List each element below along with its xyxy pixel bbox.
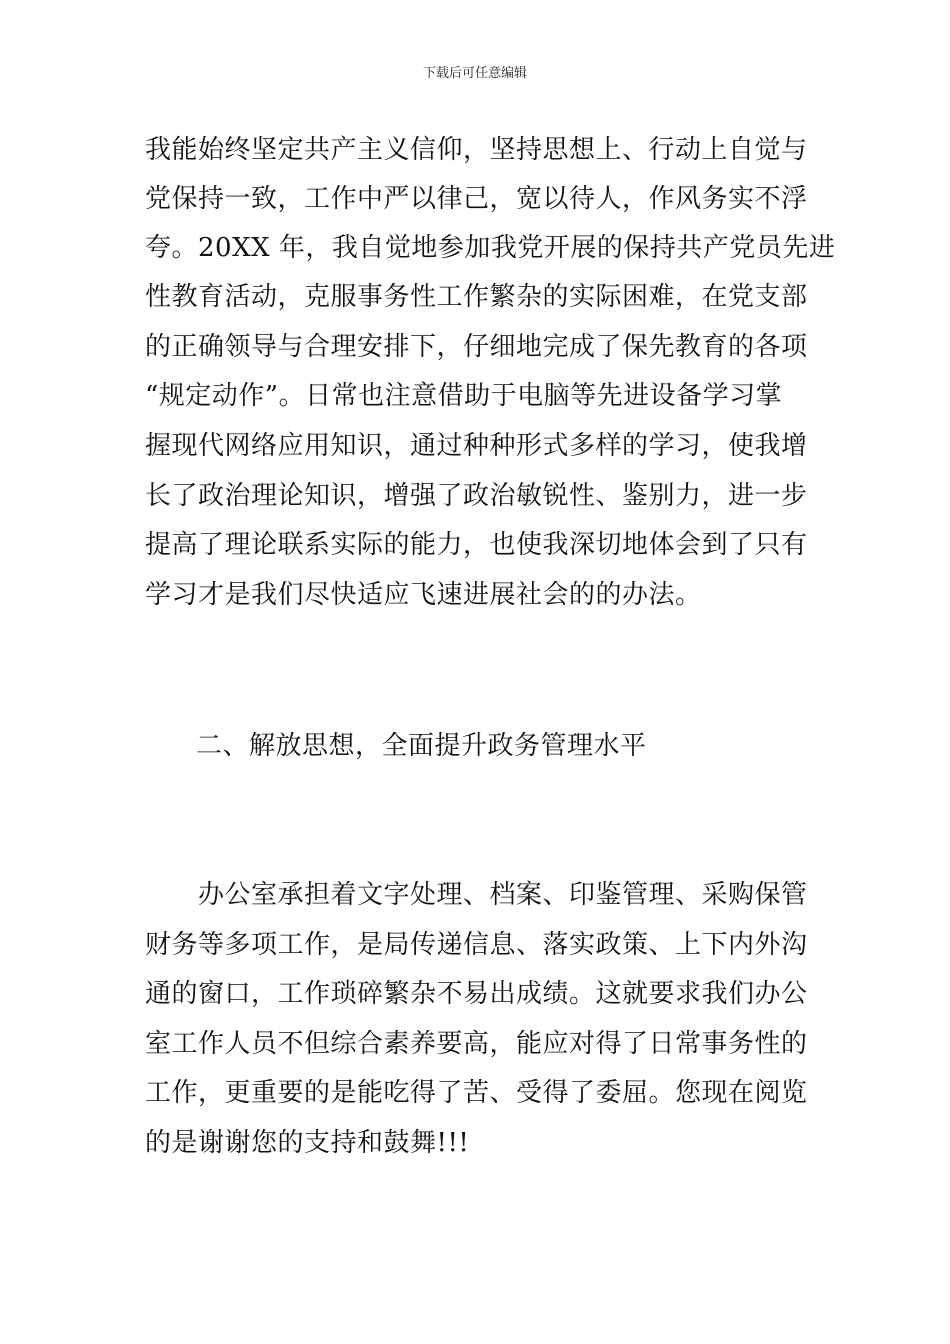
paragraph-line: 工作，更重要的是能吃得了苦、受得了委屈。您现在阅览 [145, 1078, 808, 1108]
paragraph-line: 党保持一致，工作中严以律己，宽以待人，作风务实不浮 [145, 184, 808, 214]
paragraph-line: “规定动作”。日常也注意借助于电脑等先进设备学习掌 [145, 381, 783, 411]
paragraph-line: 我能始终坚定共产主义信仰，坚持思想上、行动上自觉与 [145, 135, 808, 165]
paragraph-line: 办公室承担着文字处理、档案、印鉴管理、采购保管 [145, 880, 808, 910]
paragraph-line: 性教育活动，克服事务性工作繁杂的实际困难，在党支部 [145, 282, 808, 312]
page-header: 下载后可任意编辑 [422, 66, 527, 81]
paragraph-line: 的是谢谢您的支持和鼓舞!!! [145, 1128, 470, 1158]
paragraph-line: 夸。20XX 年，我自觉地参加我党开展的保持共产党员先进 [145, 233, 836, 263]
paragraph-line: 财务等多项工作，是局传递信息、落实政策、上下内外沟 [145, 930, 808, 960]
paragraph-line: 通的窗口，工作琐碎繁杂不易出成绩。这就要求我们办公 [145, 979, 808, 1009]
paragraph-line: 长了政治理论知识，增强了政治敏锐性、鉴别力，进一步 [145, 481, 808, 511]
paragraph-line: 提高了理论联系实际的能力，也使我深切地体会到了只有 [145, 530, 808, 560]
paragraph-line: 学习才是我们尽快适应飞速进展社会的的办法。 [145, 580, 702, 610]
paragraph-line: 的正确领导与合理安排下，仔细地完成了保先教育的各项 [145, 332, 808, 362]
section-heading: 二、解放思想，全面提升政务管理水平 [196, 731, 647, 761]
paragraph-line: 握现代网络应用知识，通过种种形式多样的学习，使我增 [145, 431, 808, 461]
paragraph-line: 室工作人员不但综合素养要高，能应对得了日常事务性的 [145, 1029, 808, 1059]
